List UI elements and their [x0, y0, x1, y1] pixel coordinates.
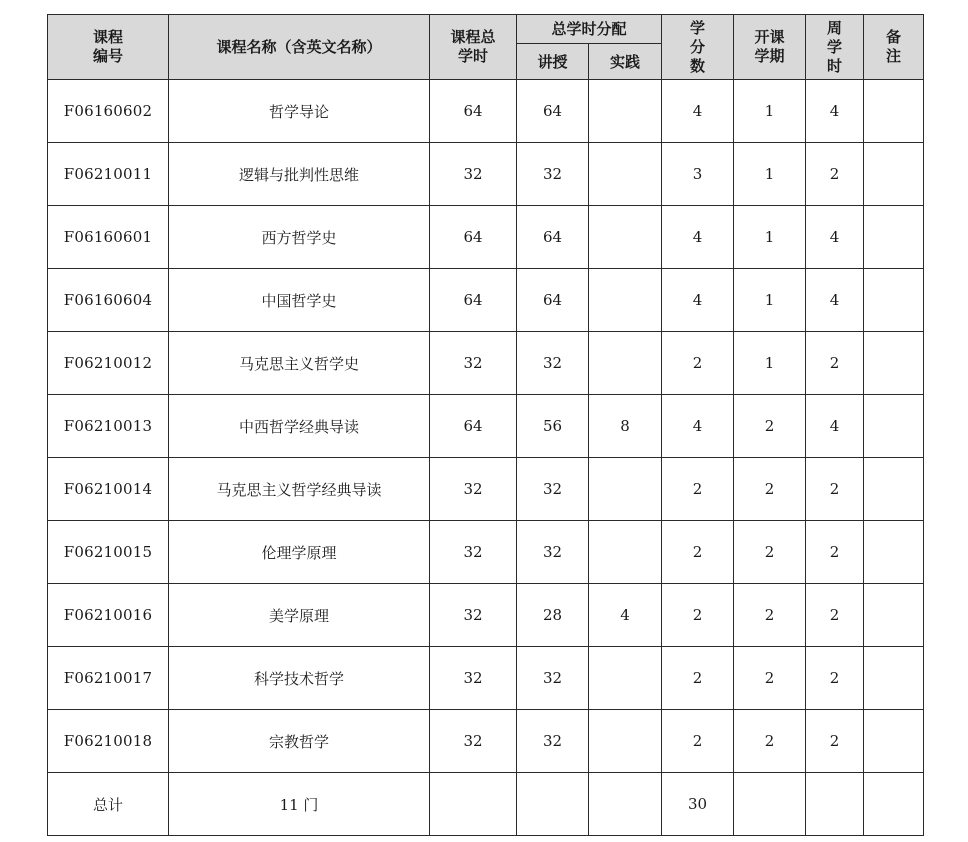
credits-cell: 2 [662, 458, 734, 521]
header-name: 课程名称（含英文名称） [169, 15, 430, 80]
weekly-hours-cell: 2 [806, 521, 864, 584]
total-hours-cell: 32 [430, 710, 517, 773]
course-name-cell: 哲学导论 [169, 80, 430, 143]
table-row [48, 521, 924, 584]
credits-cell: 3 [662, 143, 734, 206]
weekly-hours-cell: 2 [806, 143, 864, 206]
course-name-cell: 中西哲学经典导读 [169, 395, 430, 458]
table-row [48, 80, 924, 143]
practice-hours-cell [589, 458, 662, 521]
header-semester: 开课 学期 [734, 15, 806, 80]
table-row [48, 458, 924, 521]
semester-cell: 2 [734, 521, 806, 584]
total-total-hours-cell [430, 773, 517, 836]
table-row [48, 206, 924, 269]
credits-cell: 4 [662, 206, 734, 269]
practice-hours-cell [589, 269, 662, 332]
weekly-hours-cell: 2 [806, 710, 864, 773]
total-hours-cell: 64 [430, 269, 517, 332]
course-name-cell: 马克思主义哲学经典导读 [169, 458, 430, 521]
practice-hours-cell [589, 710, 662, 773]
weekly-hours-cell: 2 [806, 647, 864, 710]
header-remarks: 备 注 [864, 15, 924, 80]
lecture-hours-cell: 64 [517, 269, 589, 332]
lecture-hours-cell: 64 [517, 206, 589, 269]
semester-cell: 2 [734, 647, 806, 710]
table-row [48, 584, 924, 647]
total-weekly-hours-cell [806, 773, 864, 836]
table-row [48, 395, 924, 458]
semester-cell: 1 [734, 143, 806, 206]
total-remarks-cell [864, 773, 924, 836]
credits-cell: 2 [662, 332, 734, 395]
total-hours-cell: 32 [430, 458, 517, 521]
remarks-cell [864, 269, 924, 332]
practice-hours-cell [589, 647, 662, 710]
total-credits-cell: 30 [662, 773, 734, 836]
table-row [48, 647, 924, 710]
remarks-cell [864, 710, 924, 773]
remarks-cell [864, 584, 924, 647]
lecture-hours-cell: 32 [517, 332, 589, 395]
course-code-cell: F06210016 [48, 584, 169, 647]
total-hours-cell: 32 [430, 584, 517, 647]
practice-hours-cell [589, 332, 662, 395]
course-code-cell: F06160602 [48, 80, 169, 143]
semester-cell: 2 [734, 584, 806, 647]
credits-cell: 2 [662, 521, 734, 584]
practice-hours-cell [589, 521, 662, 584]
remarks-cell [864, 80, 924, 143]
credits-cell: 2 [662, 710, 734, 773]
total-label-cell: 总计 [48, 773, 169, 836]
remarks-cell [864, 458, 924, 521]
course-code-cell: F06210017 [48, 647, 169, 710]
credits-cell: 2 [662, 584, 734, 647]
course-name-cell: 美学原理 [169, 584, 430, 647]
course-code-cell: F06160601 [48, 206, 169, 269]
lecture-hours-cell: 56 [517, 395, 589, 458]
practice-hours-cell [589, 206, 662, 269]
table-row [48, 710, 924, 773]
total-hours-cell: 32 [430, 521, 517, 584]
course-code-cell: F06210018 [48, 710, 169, 773]
course-code-cell: F06210014 [48, 458, 169, 521]
total-hours-cell: 64 [430, 80, 517, 143]
credits-cell: 4 [662, 80, 734, 143]
header-credits: 学 分 数 [662, 15, 734, 80]
course-name-cell: 宗教哲学 [169, 710, 430, 773]
lecture-hours-cell: 28 [517, 584, 589, 647]
semester-cell: 1 [734, 206, 806, 269]
credits-cell: 4 [662, 395, 734, 458]
total-hours-cell: 64 [430, 206, 517, 269]
remarks-cell [864, 521, 924, 584]
lecture-hours-cell: 32 [517, 521, 589, 584]
weekly-hours-cell: 4 [806, 80, 864, 143]
lecture-hours-cell: 32 [517, 143, 589, 206]
header-total-hours: 课程总 学时 [430, 15, 517, 80]
lecture-hours-cell: 64 [517, 80, 589, 143]
header-distribution: 总学时分配 [517, 15, 662, 44]
total-semester-cell [734, 773, 806, 836]
weekly-hours-cell: 4 [806, 395, 864, 458]
total-lecture-cell [517, 773, 589, 836]
course-table [47, 14, 924, 836]
semester-cell: 1 [734, 269, 806, 332]
table-header [48, 15, 924, 80]
weekly-hours-cell: 2 [806, 458, 864, 521]
total-row [48, 773, 924, 836]
course-name-cell: 中国哲学史 [169, 269, 430, 332]
course-name-cell: 科学技术哲学 [169, 647, 430, 710]
remarks-cell [864, 206, 924, 269]
weekly-hours-cell: 2 [806, 332, 864, 395]
lecture-hours-cell: 32 [517, 710, 589, 773]
total-hours-cell: 32 [430, 332, 517, 395]
course-code-cell: F06210013 [48, 395, 169, 458]
header-weekly-hours: 周 学 时 [806, 15, 864, 80]
remarks-cell [864, 647, 924, 710]
course-code-cell: F06210012 [48, 332, 169, 395]
course-name-cell: 伦理学原理 [169, 521, 430, 584]
total-hours-cell: 32 [430, 647, 517, 710]
practice-hours-cell [589, 80, 662, 143]
remarks-cell [864, 143, 924, 206]
practice-hours-cell: 4 [589, 584, 662, 647]
table-row [48, 143, 924, 206]
header-practice: 实践 [589, 44, 662, 80]
semester-cell: 1 [734, 332, 806, 395]
course-name-cell: 马克思主义哲学史 [169, 332, 430, 395]
total-practice-cell [589, 773, 662, 836]
weekly-hours-cell: 2 [806, 584, 864, 647]
semester-cell: 1 [734, 80, 806, 143]
total-hours-cell: 32 [430, 143, 517, 206]
course-code-cell: F06160604 [48, 269, 169, 332]
remarks-cell [864, 332, 924, 395]
weekly-hours-cell: 4 [806, 269, 864, 332]
table-row [48, 269, 924, 332]
semester-cell: 2 [734, 458, 806, 521]
lecture-hours-cell: 32 [517, 647, 589, 710]
semester-cell: 2 [734, 395, 806, 458]
credits-cell: 2 [662, 647, 734, 710]
weekly-hours-cell: 4 [806, 206, 864, 269]
header-code: 课程 编号 [48, 15, 169, 80]
remarks-cell [864, 395, 924, 458]
practice-hours-cell [589, 143, 662, 206]
total-name-cell: 11 门 [169, 773, 430, 836]
total-hours-cell: 64 [430, 395, 517, 458]
course-code-cell: F06210015 [48, 521, 169, 584]
lecture-hours-cell: 32 [517, 458, 589, 521]
semester-cell: 2 [734, 710, 806, 773]
credits-cell: 4 [662, 269, 734, 332]
table-body [48, 80, 924, 836]
course-name-cell: 逻辑与批判性思维 [169, 143, 430, 206]
course-code-cell: F06210011 [48, 143, 169, 206]
header-lecture: 讲授 [517, 44, 589, 80]
table-row [48, 332, 924, 395]
course-name-cell: 西方哲学史 [169, 206, 430, 269]
practice-hours-cell: 8 [589, 395, 662, 458]
